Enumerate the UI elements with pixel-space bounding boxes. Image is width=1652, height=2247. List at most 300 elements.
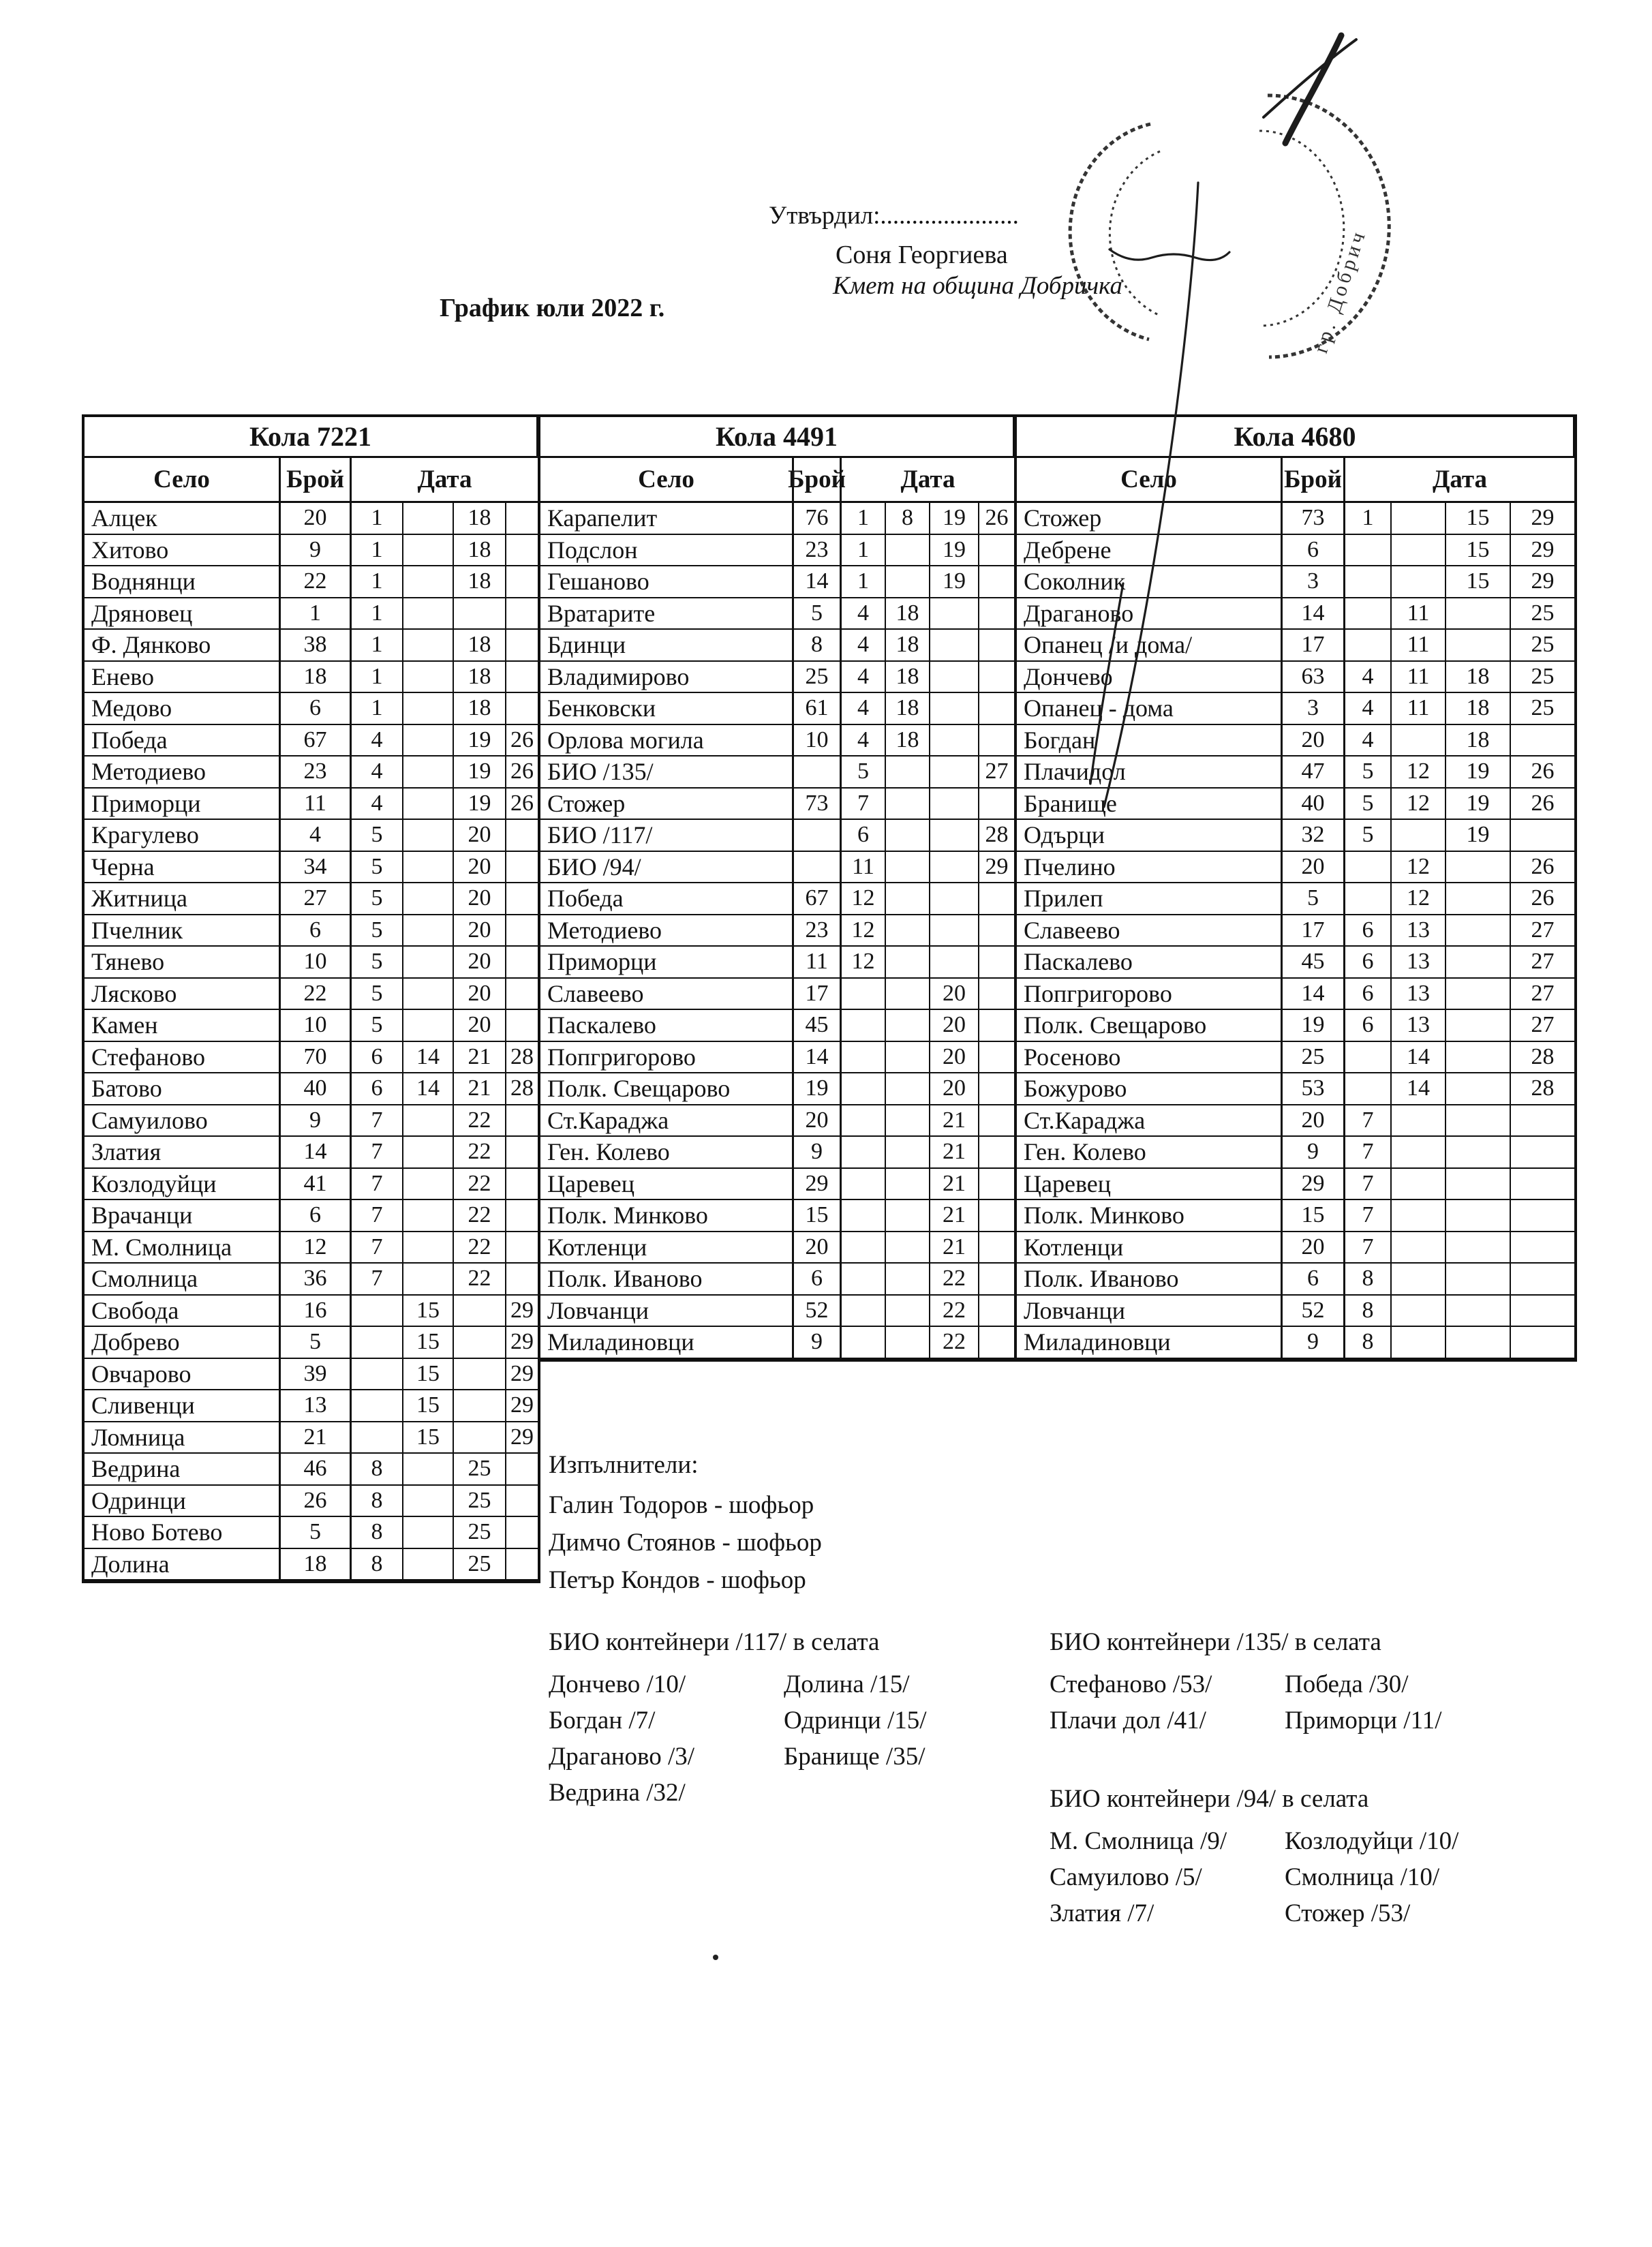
village-cell: Дряновец bbox=[85, 598, 281, 630]
date-cell bbox=[979, 630, 1014, 662]
date-cell: 15 bbox=[1446, 535, 1511, 567]
executors-list bbox=[549, 1486, 822, 1599]
village-cell: Славеево bbox=[1017, 915, 1283, 947]
bio-section-title: БИО контейнери /135/ в селата bbox=[1050, 1628, 1381, 1656]
village-cell: Пчелино bbox=[1017, 852, 1283, 884]
date-cell: 7 bbox=[352, 1137, 403, 1169]
village-cell: Бранище bbox=[1017, 789, 1283, 821]
date-cell: 21 bbox=[930, 1200, 979, 1232]
date-cell bbox=[506, 1486, 538, 1518]
date-cell: 20 bbox=[454, 915, 506, 947]
date-cell bbox=[403, 1200, 454, 1232]
date-cell: 22 bbox=[930, 1264, 979, 1296]
bio-village-count: Плачи дол /41/ bbox=[1050, 1707, 1206, 1734]
count-cell: 20 bbox=[1283, 1105, 1345, 1137]
count-cell: 52 bbox=[794, 1296, 842, 1328]
date-cell bbox=[979, 883, 1014, 915]
count-cell: 13 bbox=[281, 1390, 352, 1422]
village-cell: Соколник bbox=[1017, 566, 1283, 598]
approver-name: Соня Георгиева bbox=[836, 241, 1008, 269]
date-cell: 25 bbox=[1511, 630, 1574, 662]
date-cell bbox=[352, 1296, 403, 1328]
date-cell: 1 bbox=[842, 535, 886, 567]
schedule-table-car-7221 bbox=[82, 414, 540, 1583]
date-cell bbox=[506, 979, 538, 1011]
count-cell: 5 bbox=[794, 598, 842, 630]
count-cell: 14 bbox=[794, 566, 842, 598]
date-cell bbox=[403, 883, 454, 915]
count-cell: 6 bbox=[281, 915, 352, 947]
date-cell: 18 bbox=[1446, 693, 1511, 725]
date-cell: 18 bbox=[454, 693, 506, 725]
date-cell: 29 bbox=[1511, 535, 1574, 567]
count-cell: 20 bbox=[1283, 1232, 1345, 1264]
date-cell: 14 bbox=[1392, 1073, 1446, 1105]
date-cell: 1 bbox=[352, 566, 403, 598]
village-cell: Методиево bbox=[85, 756, 281, 789]
village-cell: Стожер bbox=[1017, 503, 1283, 535]
village-cell: Дебрене bbox=[1017, 535, 1283, 567]
date-cell: 15 bbox=[403, 1296, 454, 1328]
date-cell: 13 bbox=[1392, 915, 1446, 947]
village-cell: Паскалево bbox=[540, 1010, 794, 1042]
date-cell bbox=[886, 1327, 930, 1359]
date-cell bbox=[979, 535, 1014, 567]
village-cell: Полк. Минково bbox=[1017, 1200, 1283, 1232]
village-cell: Победа bbox=[85, 725, 281, 757]
date-cell: 29 bbox=[1511, 503, 1574, 535]
date-cell bbox=[403, 1105, 454, 1137]
date-cell: 8 bbox=[1345, 1327, 1392, 1359]
bio-village-count: Ведрина /32/ bbox=[549, 1779, 686, 1807]
date-cell: 25 bbox=[454, 1486, 506, 1518]
date-cell: 5 bbox=[1345, 789, 1392, 821]
date-cell: 8 bbox=[1345, 1296, 1392, 1328]
count-cell: 22 bbox=[281, 979, 352, 1011]
date-cell bbox=[1446, 1169, 1511, 1201]
bio-village-count: Долина /15/ bbox=[784, 1670, 910, 1698]
date-cell bbox=[842, 1010, 886, 1042]
count-cell: 17 bbox=[1283, 915, 1345, 947]
date-cell bbox=[403, 535, 454, 567]
date-cell: 20 bbox=[930, 1010, 979, 1042]
date-cell bbox=[979, 1105, 1014, 1137]
count-cell: 46 bbox=[281, 1454, 352, 1486]
date-cell bbox=[1446, 852, 1511, 884]
date-cell bbox=[352, 1327, 403, 1359]
count-cell bbox=[794, 820, 842, 852]
bio-village-count: Богдан /7/ bbox=[549, 1707, 656, 1734]
date-cell bbox=[403, 1169, 454, 1201]
date-cell: 22 bbox=[930, 1327, 979, 1359]
date-cell bbox=[1392, 566, 1446, 598]
village-cell: Царевец bbox=[1017, 1169, 1283, 1201]
village-cell: Опанец /и дома/ bbox=[1017, 630, 1283, 662]
date-cell: 25 bbox=[454, 1549, 506, 1581]
count-cell: 17 bbox=[794, 979, 842, 1011]
date-cell bbox=[886, 947, 930, 979]
date-cell bbox=[506, 1549, 538, 1581]
count-cell: 18 bbox=[281, 662, 352, 694]
date-cell bbox=[403, 1010, 454, 1042]
date-cell: 1 bbox=[352, 693, 403, 725]
count-cell: 3 bbox=[1283, 693, 1345, 725]
date-cell: 29 bbox=[979, 852, 1014, 884]
village-cell: Славеево bbox=[540, 979, 794, 1011]
date-cell bbox=[403, 693, 454, 725]
signature-flourish-icon bbox=[1110, 249, 1229, 260]
date-cell bbox=[1446, 1232, 1511, 1264]
bio-section-94 bbox=[1050, 1784, 1520, 1931]
date-cell: 25 bbox=[454, 1454, 506, 1486]
date-cell bbox=[886, 1169, 930, 1201]
date-cell bbox=[506, 1454, 538, 1486]
date-cell: 29 bbox=[1511, 566, 1574, 598]
date-cell bbox=[1392, 1105, 1446, 1137]
village-cell: Житница bbox=[85, 883, 281, 915]
date-cell: 6 bbox=[1345, 979, 1392, 1011]
date-cell bbox=[1511, 725, 1574, 757]
date-cell: 19 bbox=[1446, 756, 1511, 789]
count-cell: 6 bbox=[281, 1200, 352, 1232]
date-cell bbox=[506, 1010, 538, 1042]
village-cell: Котленци bbox=[1017, 1232, 1283, 1264]
date-cell: 8 bbox=[352, 1486, 403, 1518]
date-cell: 18 bbox=[886, 693, 930, 725]
date-cell: 26 bbox=[506, 789, 538, 821]
date-cell: 27 bbox=[1511, 915, 1574, 947]
date-cell bbox=[1392, 1232, 1446, 1264]
date-cell bbox=[930, 947, 979, 979]
village-cell: Попгригорово bbox=[1017, 979, 1283, 1011]
bio-village-count: Драганово /3/ bbox=[549, 1743, 695, 1771]
count-cell: 9 bbox=[794, 1137, 842, 1169]
date-cell bbox=[1345, 1073, 1392, 1105]
date-cell bbox=[930, 630, 979, 662]
date-cell: 25 bbox=[1511, 598, 1574, 630]
bio-village-list bbox=[549, 1666, 784, 1811]
date-cell bbox=[979, 598, 1014, 630]
village-cell: Котленци bbox=[540, 1232, 794, 1264]
date-cell: 15 bbox=[403, 1359, 454, 1391]
date-cell bbox=[842, 1264, 886, 1296]
date-cell: 8 bbox=[352, 1549, 403, 1581]
date-cell bbox=[842, 1232, 886, 1264]
car-label: Кола 4491 bbox=[540, 417, 1014, 458]
date-cell bbox=[886, 852, 930, 884]
village-cell: Добрево bbox=[85, 1327, 281, 1359]
car-label: Кола 7221 bbox=[85, 417, 538, 458]
village-cell: Полк. Свещарово bbox=[540, 1073, 794, 1105]
date-cell bbox=[979, 1042, 1014, 1074]
date-cell: 7 bbox=[1345, 1232, 1392, 1264]
date-cell bbox=[506, 598, 538, 630]
count-cell: 9 bbox=[1283, 1327, 1345, 1359]
date-cell bbox=[1446, 1137, 1511, 1169]
bio-village-count: Златия /7/ bbox=[1050, 1899, 1154, 1927]
date-cell: 4 bbox=[1345, 725, 1392, 757]
bio-village-count: М. Смолница /9/ bbox=[1050, 1827, 1227, 1855]
date-cell: 19 bbox=[454, 756, 506, 789]
count-cell: 20 bbox=[794, 1105, 842, 1137]
date-cell bbox=[1446, 598, 1511, 630]
date-cell: 25 bbox=[1511, 662, 1574, 694]
village-cell: Паскалево bbox=[1017, 947, 1283, 979]
bio-section-135 bbox=[1050, 1627, 1520, 1739]
date-cell bbox=[886, 820, 930, 852]
count-cell: 10 bbox=[281, 947, 352, 979]
col-header-date: Дата bbox=[842, 458, 1014, 503]
village-cell: Ст.Караджа bbox=[1017, 1105, 1283, 1137]
village-cell: Методиево bbox=[540, 915, 794, 947]
date-cell: 6 bbox=[1345, 947, 1392, 979]
date-cell bbox=[403, 756, 454, 789]
count-cell: 14 bbox=[1283, 979, 1345, 1011]
village-cell: Росеново bbox=[1017, 1042, 1283, 1074]
col-header-village: Село bbox=[1017, 458, 1283, 503]
date-cell bbox=[979, 566, 1014, 598]
village-cell: Ген. Колево bbox=[1017, 1137, 1283, 1169]
bio-village-count: Одринци /15/ bbox=[784, 1707, 927, 1734]
village-cell: Опанец - дома bbox=[1017, 693, 1283, 725]
count-cell: 5 bbox=[281, 1517, 352, 1549]
count-cell: 6 bbox=[794, 1264, 842, 1296]
date-cell bbox=[979, 1010, 1014, 1042]
date-cell bbox=[842, 1200, 886, 1232]
count-cell: 16 bbox=[281, 1296, 352, 1328]
date-cell: 8 bbox=[352, 1517, 403, 1549]
date-cell bbox=[842, 1105, 886, 1137]
village-cell: Бдинци bbox=[540, 630, 794, 662]
village-cell: Одърци bbox=[1017, 820, 1283, 852]
date-cell: 28 bbox=[506, 1073, 538, 1105]
executor-name: Димчо Стоянов - шофьор bbox=[549, 1529, 822, 1557]
bio-village-count: Дончево /10/ bbox=[549, 1670, 686, 1698]
count-cell: 73 bbox=[794, 789, 842, 821]
schedule-table-car-4491 bbox=[538, 414, 1017, 1362]
date-cell bbox=[506, 820, 538, 852]
date-cell: 11 bbox=[1392, 630, 1446, 662]
count-cell: 23 bbox=[281, 756, 352, 789]
date-cell: 7 bbox=[352, 1169, 403, 1201]
village-cell: Козлодуйци bbox=[85, 1169, 281, 1201]
count-cell: 9 bbox=[281, 535, 352, 567]
date-cell bbox=[1446, 947, 1511, 979]
date-cell bbox=[930, 693, 979, 725]
date-cell bbox=[403, 789, 454, 821]
date-cell: 18 bbox=[886, 598, 930, 630]
count-cell: 10 bbox=[794, 725, 842, 757]
date-cell: 29 bbox=[506, 1422, 538, 1454]
executor-name: Галин Тодоров - шофьор bbox=[549, 1491, 814, 1519]
date-cell bbox=[979, 1169, 1014, 1201]
date-cell bbox=[886, 1232, 930, 1264]
date-cell bbox=[886, 1137, 930, 1169]
date-cell: 15 bbox=[403, 1390, 454, 1422]
date-cell bbox=[979, 1296, 1014, 1328]
bio-village-count: Победа /30/ bbox=[1285, 1670, 1409, 1698]
village-cell: Гешаново bbox=[540, 566, 794, 598]
date-cell: 22 bbox=[454, 1200, 506, 1232]
date-cell: 18 bbox=[454, 662, 506, 694]
date-cell bbox=[1345, 566, 1392, 598]
date-cell: 5 bbox=[352, 883, 403, 915]
date-cell bbox=[1392, 725, 1446, 757]
approved-label: Утвърдил:...................... bbox=[769, 202, 1019, 230]
date-cell bbox=[886, 1200, 930, 1232]
date-cell bbox=[506, 566, 538, 598]
date-cell bbox=[403, 1137, 454, 1169]
col-header-date: Дата bbox=[352, 458, 538, 503]
count-cell: 15 bbox=[794, 1200, 842, 1232]
bio-village-count: Стефаново /53/ bbox=[1050, 1670, 1212, 1698]
date-cell bbox=[930, 756, 979, 789]
date-cell: 28 bbox=[506, 1042, 538, 1074]
date-cell bbox=[1345, 852, 1392, 884]
date-cell: 29 bbox=[506, 1296, 538, 1328]
date-cell bbox=[1392, 1296, 1446, 1328]
date-cell: 20 bbox=[930, 1073, 979, 1105]
date-cell bbox=[506, 1200, 538, 1232]
count-cell: 10 bbox=[281, 1010, 352, 1042]
date-cell bbox=[842, 979, 886, 1011]
date-cell bbox=[1392, 1200, 1446, 1232]
date-cell bbox=[979, 1200, 1014, 1232]
date-cell: 7 bbox=[1345, 1105, 1392, 1137]
date-cell bbox=[403, 662, 454, 694]
date-cell: 22 bbox=[454, 1137, 506, 1169]
date-cell bbox=[930, 789, 979, 821]
col-header-village: Село bbox=[85, 458, 281, 503]
date-cell bbox=[403, 820, 454, 852]
date-cell bbox=[1446, 1073, 1511, 1105]
stamp-text: гр. Добрич bbox=[1309, 226, 1371, 356]
date-cell: 14 bbox=[403, 1042, 454, 1074]
date-cell: 13 bbox=[1392, 979, 1446, 1011]
count-cell: 61 bbox=[794, 693, 842, 725]
village-cell: Врачанци bbox=[85, 1200, 281, 1232]
date-cell bbox=[506, 1105, 538, 1137]
date-cell bbox=[506, 915, 538, 947]
date-cell bbox=[979, 1073, 1014, 1105]
date-cell: 25 bbox=[454, 1517, 506, 1549]
count-cell: 3 bbox=[1283, 566, 1345, 598]
date-cell bbox=[454, 1296, 506, 1328]
page-title: График юли 2022 г. bbox=[440, 294, 665, 322]
date-cell: 21 bbox=[930, 1169, 979, 1201]
date-cell bbox=[352, 1390, 403, 1422]
schedule-table-car-4680 bbox=[1014, 414, 1577, 1362]
date-cell: 4 bbox=[842, 725, 886, 757]
date-cell bbox=[1345, 535, 1392, 567]
count-cell: 12 bbox=[281, 1232, 352, 1264]
village-cell: Ломница bbox=[85, 1422, 281, 1454]
date-cell bbox=[403, 566, 454, 598]
date-cell: 5 bbox=[842, 756, 886, 789]
date-cell bbox=[886, 789, 930, 821]
date-cell bbox=[1511, 1169, 1574, 1201]
date-cell: 19 bbox=[930, 535, 979, 567]
date-cell bbox=[403, 979, 454, 1011]
date-cell: 5 bbox=[352, 820, 403, 852]
date-cell: 5 bbox=[352, 915, 403, 947]
date-cell bbox=[1392, 1169, 1446, 1201]
village-cell: Полк. Иваново bbox=[1017, 1264, 1283, 1296]
date-cell bbox=[886, 1042, 930, 1074]
date-cell bbox=[886, 1264, 930, 1296]
village-cell: Одринци bbox=[85, 1486, 281, 1518]
date-cell bbox=[886, 979, 930, 1011]
date-cell: 20 bbox=[930, 1042, 979, 1074]
date-cell bbox=[979, 662, 1014, 694]
count-cell: 36 bbox=[281, 1264, 352, 1296]
date-cell bbox=[979, 1327, 1014, 1359]
date-cell bbox=[403, 630, 454, 662]
count-cell: 40 bbox=[281, 1073, 352, 1105]
village-cell: Ловчанци bbox=[1017, 1296, 1283, 1328]
count-cell: 26 bbox=[281, 1486, 352, 1518]
village-cell: Богдан bbox=[1017, 725, 1283, 757]
date-cell: 21 bbox=[454, 1073, 506, 1105]
date-cell: 15 bbox=[1446, 566, 1511, 598]
date-cell bbox=[403, 915, 454, 947]
count-cell: 8 bbox=[794, 630, 842, 662]
date-cell bbox=[979, 1232, 1014, 1264]
village-cell: Пчелник bbox=[85, 915, 281, 947]
date-cell: 22 bbox=[454, 1105, 506, 1137]
village-cell: Батово bbox=[85, 1073, 281, 1105]
date-cell: 7 bbox=[842, 789, 886, 821]
date-cell: 12 bbox=[1392, 852, 1446, 884]
village-cell: БИО /94/ bbox=[540, 852, 794, 884]
date-cell: 19 bbox=[1446, 820, 1511, 852]
date-cell: 4 bbox=[842, 598, 886, 630]
count-cell: 25 bbox=[794, 662, 842, 694]
date-cell: 15 bbox=[403, 1422, 454, 1454]
date-cell bbox=[506, 1264, 538, 1296]
date-cell bbox=[979, 979, 1014, 1011]
bio-section-title: БИО контейнери /94/ в селата bbox=[1050, 1785, 1369, 1813]
bio-village-list bbox=[1285, 1823, 1520, 1931]
date-cell bbox=[403, 1549, 454, 1581]
date-cell: 28 bbox=[1511, 1042, 1574, 1074]
count-cell: 20 bbox=[1283, 852, 1345, 884]
village-cell: Медово bbox=[85, 693, 281, 725]
village-cell: Крагулево bbox=[85, 820, 281, 852]
date-cell: 7 bbox=[352, 1200, 403, 1232]
date-cell: 4 bbox=[1345, 662, 1392, 694]
date-cell bbox=[506, 1137, 538, 1169]
date-cell bbox=[1446, 1264, 1511, 1296]
date-cell bbox=[1392, 1327, 1446, 1359]
count-cell: 73 bbox=[1283, 503, 1345, 535]
village-cell: БИО /135/ bbox=[540, 756, 794, 789]
count-cell: 9 bbox=[281, 1105, 352, 1137]
date-cell: 6 bbox=[1345, 1010, 1392, 1042]
village-cell: Ловчанци bbox=[540, 1296, 794, 1328]
date-cell: 5 bbox=[1345, 756, 1392, 789]
date-cell: 20 bbox=[454, 852, 506, 884]
date-cell bbox=[403, 1264, 454, 1296]
count-cell: 11 bbox=[794, 947, 842, 979]
date-cell bbox=[930, 820, 979, 852]
date-cell bbox=[506, 503, 538, 535]
date-cell: 20 bbox=[930, 979, 979, 1011]
count-cell: 4 bbox=[281, 820, 352, 852]
count-cell: 29 bbox=[1283, 1169, 1345, 1201]
village-cell: Подслон bbox=[540, 535, 794, 567]
executors-block bbox=[549, 1450, 822, 1599]
